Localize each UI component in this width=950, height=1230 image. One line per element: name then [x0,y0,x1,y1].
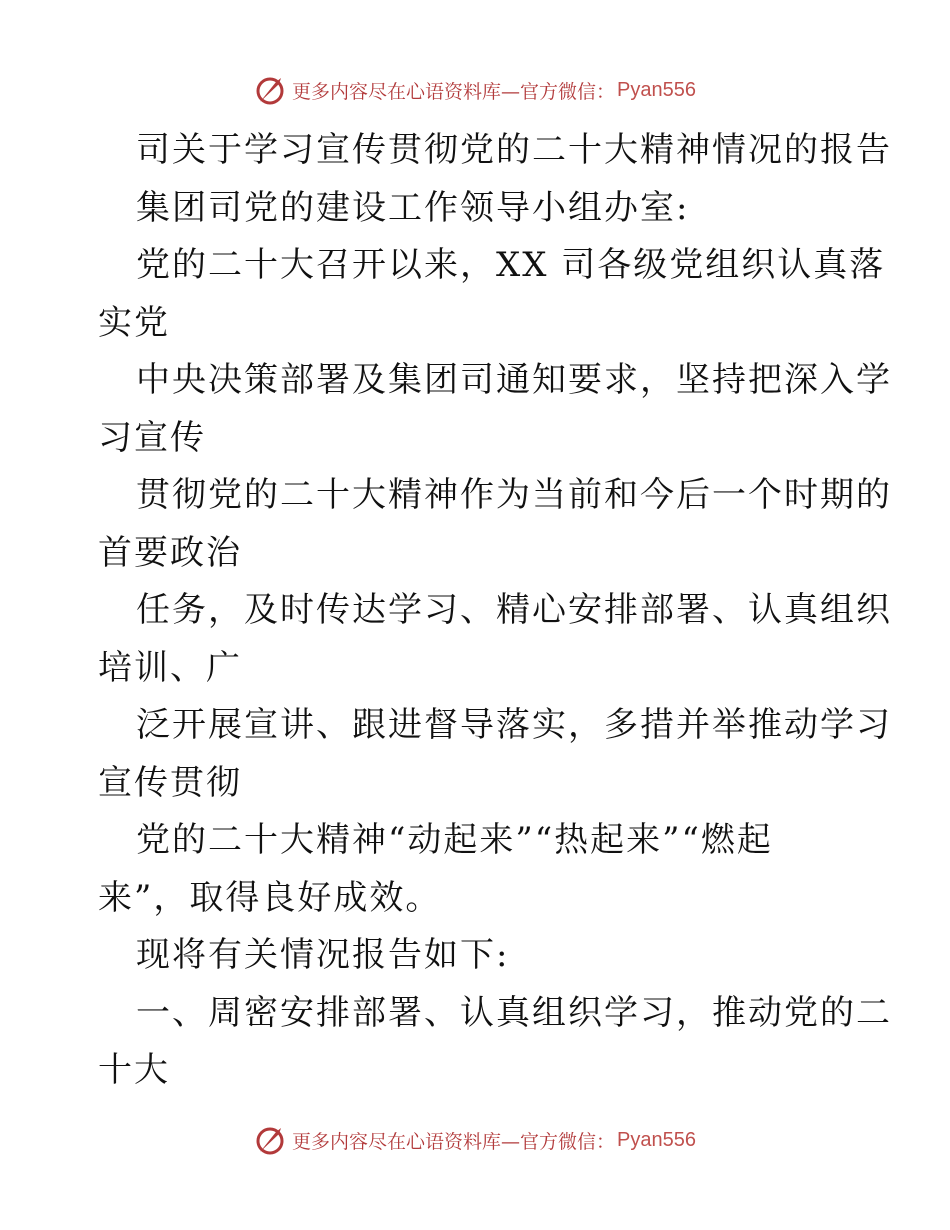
text-line: 首要政治 [98,532,242,573]
banner-wechat-id: Pyan556 [617,1128,696,1151]
text-line: 习宣传 [98,417,206,458]
text-line: 宣传贯彻 [98,762,242,803]
text-line: 实党 [98,302,170,343]
text-line: 任务，及时传达学习、精心安排部署、认真组织 [136,590,892,630]
text-line: 培训、广 [98,647,242,688]
text-line: 来”，取得良好成效。 [98,877,442,918]
footer-banner [0,1120,950,1160]
text-line: 集团司党的建设工作领导小组办室: [136,187,690,228]
text-line: 泛开展宣讲、跟进督导落实，多措并举推动学习 [136,705,892,745]
text-line: 一、周密安排部署、认真组织学习，推动党的二 [136,992,892,1033]
text-line: 党的二十大精神“动起来”“热起来”“燃起 [136,820,773,860]
text-line: 党的二十大召开以来，XX 司各级党组织认真落 [136,245,886,285]
text-line: 现将有关情况报告如下: [136,935,510,975]
banner-text: 更多内容尽在心语资料库—官方微信： [292,80,616,103]
header-banner [0,70,950,110]
pen-circle-logo-icon [254,1124,286,1156]
text-line: 中央决策部署及集团司通知要求，坚持把深入学 [136,360,892,400]
banner-wechat-id: Pyan556 [617,78,696,101]
pen-circle-logo-icon [254,74,286,106]
text-line: 司关于学习宣传贯彻党的二十大精神情况的报告 [136,130,892,170]
banner-text: 更多内容尽在心语资料库—官方微信： [292,1130,616,1153]
text-line: 十大 [98,1050,170,1090]
text-line: 贯彻党的二十大精神作为当前和今后一个时期的 [136,475,892,515]
document-body [98,122,892,1100]
